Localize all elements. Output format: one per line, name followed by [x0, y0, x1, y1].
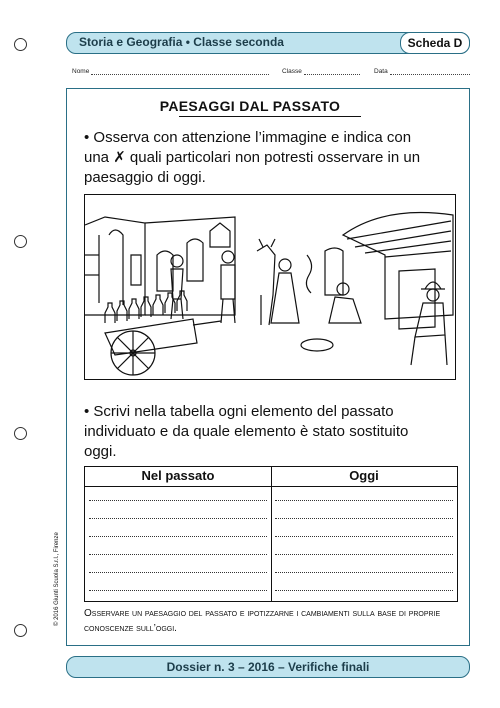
answer-line-today[interactable]	[275, 517, 453, 519]
answer-line-today[interactable]	[275, 499, 453, 501]
instruction-observe	[84, 128, 454, 188]
answer-line-past[interactable]	[89, 571, 267, 573]
answer-line-past[interactable]	[89, 499, 267, 501]
title-underline	[179, 116, 361, 117]
answer-line-today[interactable]	[275, 571, 453, 573]
header-divider	[85, 486, 457, 487]
footer-bar	[66, 656, 470, 678]
name-label: Nome	[72, 68, 90, 75]
class-field[interactable]	[282, 68, 360, 75]
answer-line-past[interactable]	[89, 535, 267, 537]
binder-hole	[14, 235, 27, 248]
answer-table	[84, 466, 458, 602]
village-drawing	[85, 195, 455, 379]
header-bar	[66, 32, 470, 54]
instruction-line: individuato e da quale elemento è stato sostituito	[84, 423, 409, 440]
column-divider	[271, 467, 272, 601]
instruction-line: • Scrivi nella tabella ogni elemento del passato	[84, 403, 394, 420]
binder-hole	[14, 38, 27, 51]
answer-line-today[interactable]	[275, 589, 453, 591]
date-label: Data	[374, 68, 388, 75]
class-label: Classe	[282, 68, 302, 75]
answer-line-today[interactable]	[275, 553, 453, 555]
sheet-label: Scheda D	[407, 36, 463, 50]
name-field[interactable]	[72, 68, 269, 75]
answer-line-past[interactable]	[89, 589, 267, 591]
footer-label: Dossier n. 3 – 2016 – Verifiche finali	[166, 660, 370, 674]
village-illustration	[84, 194, 456, 380]
exercise-title: PAESAGGI DAL PASSATO	[159, 98, 341, 114]
instruction-line: oggi.	[84, 443, 117, 460]
binder-hole	[14, 624, 27, 637]
instruction-line: una ✗ quali particolari non potresti osservare in un	[84, 149, 421, 166]
instruction-line: paesaggio di oggi.	[84, 169, 206, 186]
date-field[interactable]	[374, 68, 470, 75]
column-header-past: Nel passato	[141, 468, 215, 483]
binder-hole	[14, 427, 27, 440]
answer-line-today[interactable]	[275, 535, 453, 537]
instruction-line: • Osserva con attenzione l’immagine e indica con	[84, 129, 412, 146]
copyright-note: © 2016 Giunti Scuola S.r.l., Firenze	[54, 532, 60, 626]
learning-objective: Osservare un paesaggio del passato e ipotizzarne i cambiamenti sulla base di proprie conoscenze sull’oggi.	[84, 608, 441, 634]
subject-title: Storia e Geografia • Classe seconda	[79, 35, 284, 49]
column-header-today: Oggi	[349, 468, 379, 483]
instruction-write	[84, 402, 454, 462]
sheet-tab	[400, 32, 470, 54]
answer-line-past[interactable]	[89, 517, 267, 519]
answer-line-past[interactable]	[89, 553, 267, 555]
